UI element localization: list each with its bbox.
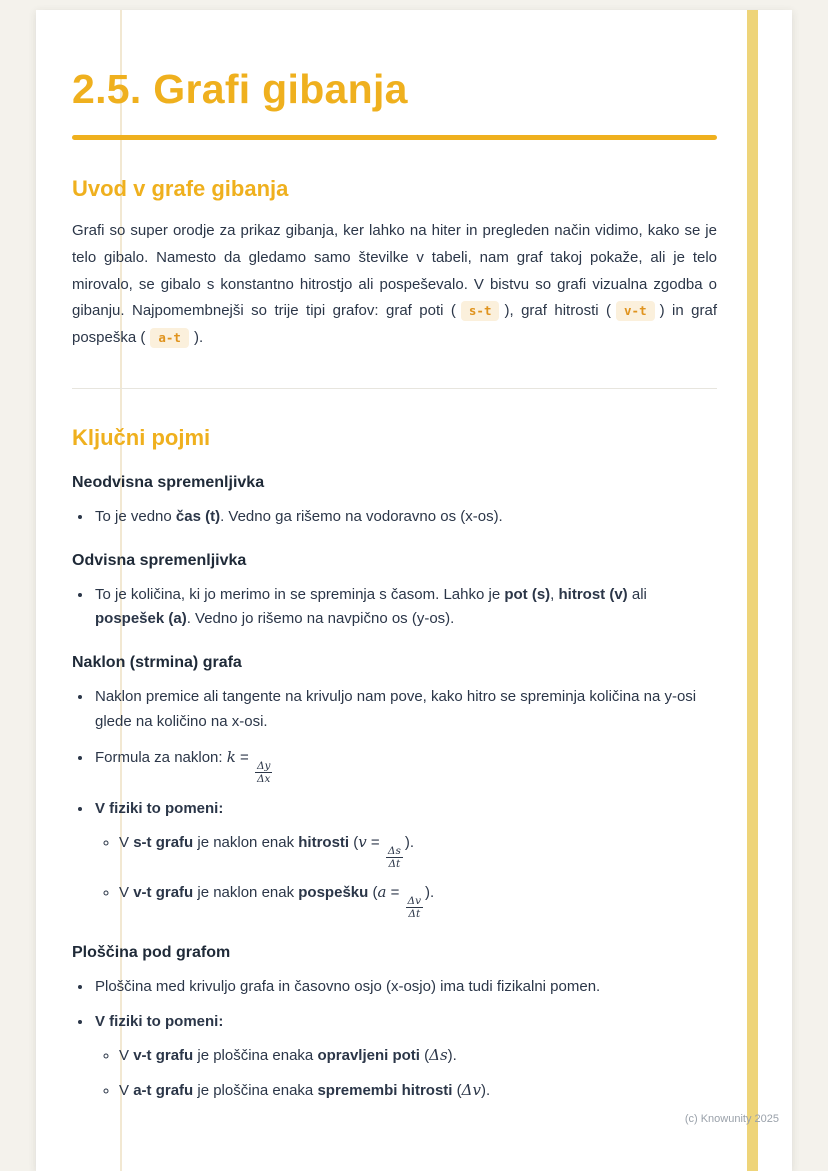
math-fraction: $\frac{\Delta y}{\Delta x}$ — [256, 760, 271, 786]
bullet-list — [72, 685, 717, 920]
list-item: • To je količina, ki jo merimo in se spreminja s časom. Lahko je pot (s), hitrost (v) ali pospešek (a). Vedno jo rišemo na navpično os (y-os). — [93, 583, 717, 632]
sub-list-item: ◦ V v-t grafu je ploščina enaka opravljeni poti (Δs). — [119, 1043, 717, 1068]
code-badge: v-t — [616, 301, 655, 321]
sub-list-item: ◦ V v-t grafu je naklon enak pospešku (a = $\frac{\Delta v}{\Delta t}$ ). — [119, 880, 717, 921]
list-item: • Ploščina med krivuljo grafa in časovno osjo (x-osjo) ima tudi fizikalni pomen. — [93, 975, 717, 999]
sub-bullet-list — [95, 1043, 717, 1103]
subheading-neodvisna: Neodvisna spremenljivka — [72, 473, 265, 491]
sub-list-item: ◦ V s-t grafu je naklon enak hitrosti (v = $\frac{\Delta s}{\Delta t}$ ). — [119, 830, 717, 871]
code-badge: a-t — [150, 328, 189, 348]
sub-list-item: ◦ V a-t grafu je ploščina enaka spremembi hitrosti (Δv). — [119, 1078, 717, 1103]
list-item — [93, 1010, 717, 1103]
subheading-odvisna: Odvisna spremenljivka — [72, 551, 247, 569]
section-divider — [72, 388, 717, 389]
section-heading-kljucni-pojmi: Ključni pojmi — [72, 424, 211, 450]
bullet-list — [72, 975, 717, 1103]
title-underline — [72, 135, 717, 140]
list-item — [93, 797, 717, 921]
subheading-naklon: Naklon (strmina) grafa — [72, 654, 242, 672]
bullet-list — [72, 505, 717, 529]
bullet-list — [72, 583, 717, 632]
intro-paragraph: Grafi so super orodje za prikaz gibanja, ker lahko na hiter in pregleden način vidimo, kako se je telo gibalo. Namesto da gledamo samo številke v tabeli, nam graf takoj pokaže, ali je telo mirovalo, se gibalo s konstantno hitrostjo ali pospeševalo. V bistvu so grafi vizualna zgodba o gibanju. Najpomembnejši so trije tipi grafov: graf poti ( s-t ), graf hitrosti ( v-t ) in graf pospeška ( a-t ). — [72, 222, 718, 346]
code-badge: s-t — [461, 301, 500, 321]
page-title: 2.5. Grafi gibanja — [72, 66, 408, 112]
list-item: • To je vedno čas (t). Vedno ga rišemo na vodoravno os (x-os). — [93, 505, 717, 529]
list-item-formula: • Formula za naklon: k = $\frac{\Delta y}{\Delta x}$ — [93, 745, 717, 786]
math-fraction: $\frac{\Delta s}{\Delta t}$ — [387, 845, 401, 871]
math-fraction: $\frac{\Delta v}{\Delta t}$ — [407, 894, 422, 921]
sub-bullet-list — [95, 830, 717, 921]
document-page — [36, 10, 792, 1171]
section-heading-uvod: Uvod v grafe gibanja — [72, 176, 289, 202]
list-item-lead: V fiziki to pomeni: — [95, 799, 224, 817]
document-content — [36, 10, 792, 1103]
list-item: • Naklon premice ali tangente na krivuljo nam pove, kako hitro se spreminja količina na y-osi glede na količino na x-osi. — [93, 685, 717, 734]
subheading-ploscina: Ploščina pod grafom — [72, 943, 231, 961]
copyright-note: (c) Knowunity 2025 — [684, 1113, 779, 1125]
list-item-lead: V fiziki to pomeni: — [95, 1012, 224, 1030]
